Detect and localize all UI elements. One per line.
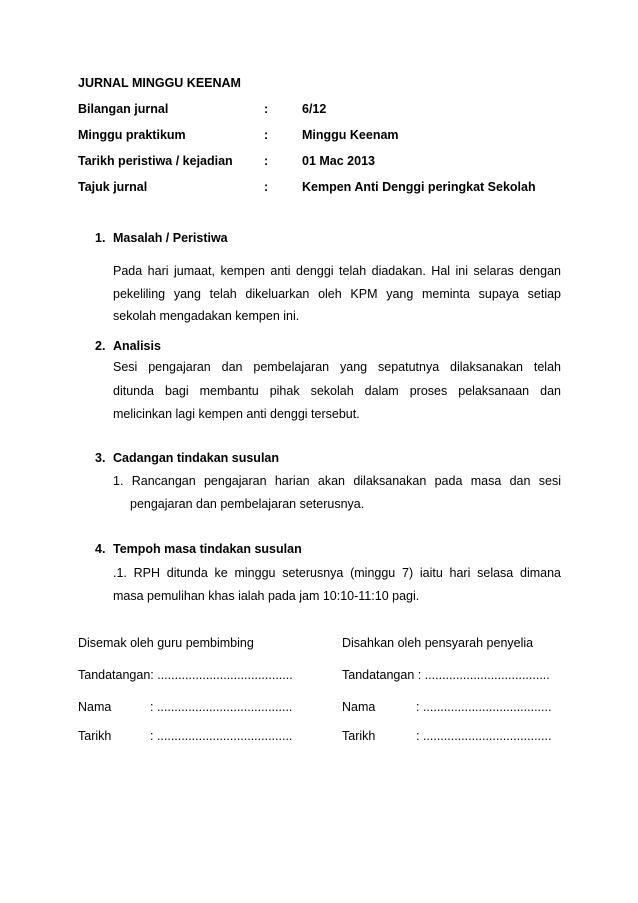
approver-name-label: Nama (342, 700, 376, 714)
reviewer-date-line: : ....................................... (150, 729, 293, 743)
meta-value: 6/12 (302, 102, 327, 116)
meta-value: Minggu Keenam (302, 128, 399, 142)
reviewer-heading: Disemak oleh guru pembimbing (78, 636, 254, 650)
section-title: Analisis (113, 339, 161, 353)
meta-label: Minggu praktikum (78, 128, 186, 142)
meta-label: Tarikh peristiwa / kejadian (78, 154, 233, 168)
meta-colon: : (264, 128, 269, 142)
section-title: Masalah / Peristiwa (113, 231, 228, 245)
paragraph-line: melicinkan lagi kempen anti denggi tersebut. (113, 407, 360, 421)
section-title: Tempoh masa tindakan susulan (113, 542, 302, 556)
reviewer-date-label: Tarikh (78, 729, 112, 743)
paragraph-line: 1. Rancangan pengajaran harian akan dilaksanakan pada masa dan sesi (113, 474, 561, 488)
journal-title: JURNAL MINGGU KEENAM (78, 76, 241, 90)
paragraph-line: Sesi pengajaran dan pembelajaran yang sepatutnya dilaksanakan telah (113, 360, 561, 374)
meta-colon: : (264, 102, 269, 116)
section-title: Cadangan tindakan susulan (113, 451, 280, 465)
paragraph-line: ditunda bagi membantu pihak sekolah dalam proses pelaksanaan dan (113, 384, 561, 398)
meta-label: Bilangan jurnal (78, 102, 169, 116)
section-number: 1. (95, 231, 106, 245)
meta-label: Tajuk jurnal (78, 180, 148, 194)
reviewer-name-label: Nama (78, 700, 112, 714)
meta-value: Kempen Anti Denggi peringkat Sekolah (302, 180, 536, 194)
meta-value: 01 Mac 2013 (302, 154, 375, 168)
paragraph-line: pengajaran dan pembelajaran seterusnya. (130, 497, 365, 511)
paragraph-line: sekolah mengadakan kempen ini. (113, 309, 300, 323)
paragraph-line: masa pemulihan khas ialah pada jam 10:10-11:10 pagi. (113, 589, 420, 603)
approver-date-label: Tarikh (342, 729, 376, 743)
approver-heading: Disahkan oleh pensyarah penyelia (342, 636, 534, 650)
paragraph-line: pekeliling yang telah dikeluarkan oleh KPM yang meminta supaya setiap (113, 287, 561, 301)
section-number: 2. (95, 339, 106, 353)
approver-name-line: : ..................................... (416, 700, 552, 714)
paragraph-line: Pada hari jumaat, kempen anti denggi telah diadakan. Hal ini selaras dengan (113, 264, 561, 278)
meta-colon: : (264, 180, 269, 194)
approver-signature-line: Tandatangan : .................................... (342, 668, 550, 682)
reviewer-signature-line: Tandatangan: ....................................... (78, 668, 293, 682)
meta-colon: : (264, 154, 269, 168)
approver-date-line: : ..................................... (416, 729, 552, 743)
section-number: 4. (95, 542, 106, 556)
paragraph-line: .1. RPH ditunda ke minggu seterusnya (minggu 7) iaitu hari selasa dimana (113, 566, 561, 580)
reviewer-name-line: : ....................................... (150, 700, 293, 714)
section-number: 3. (95, 451, 106, 465)
